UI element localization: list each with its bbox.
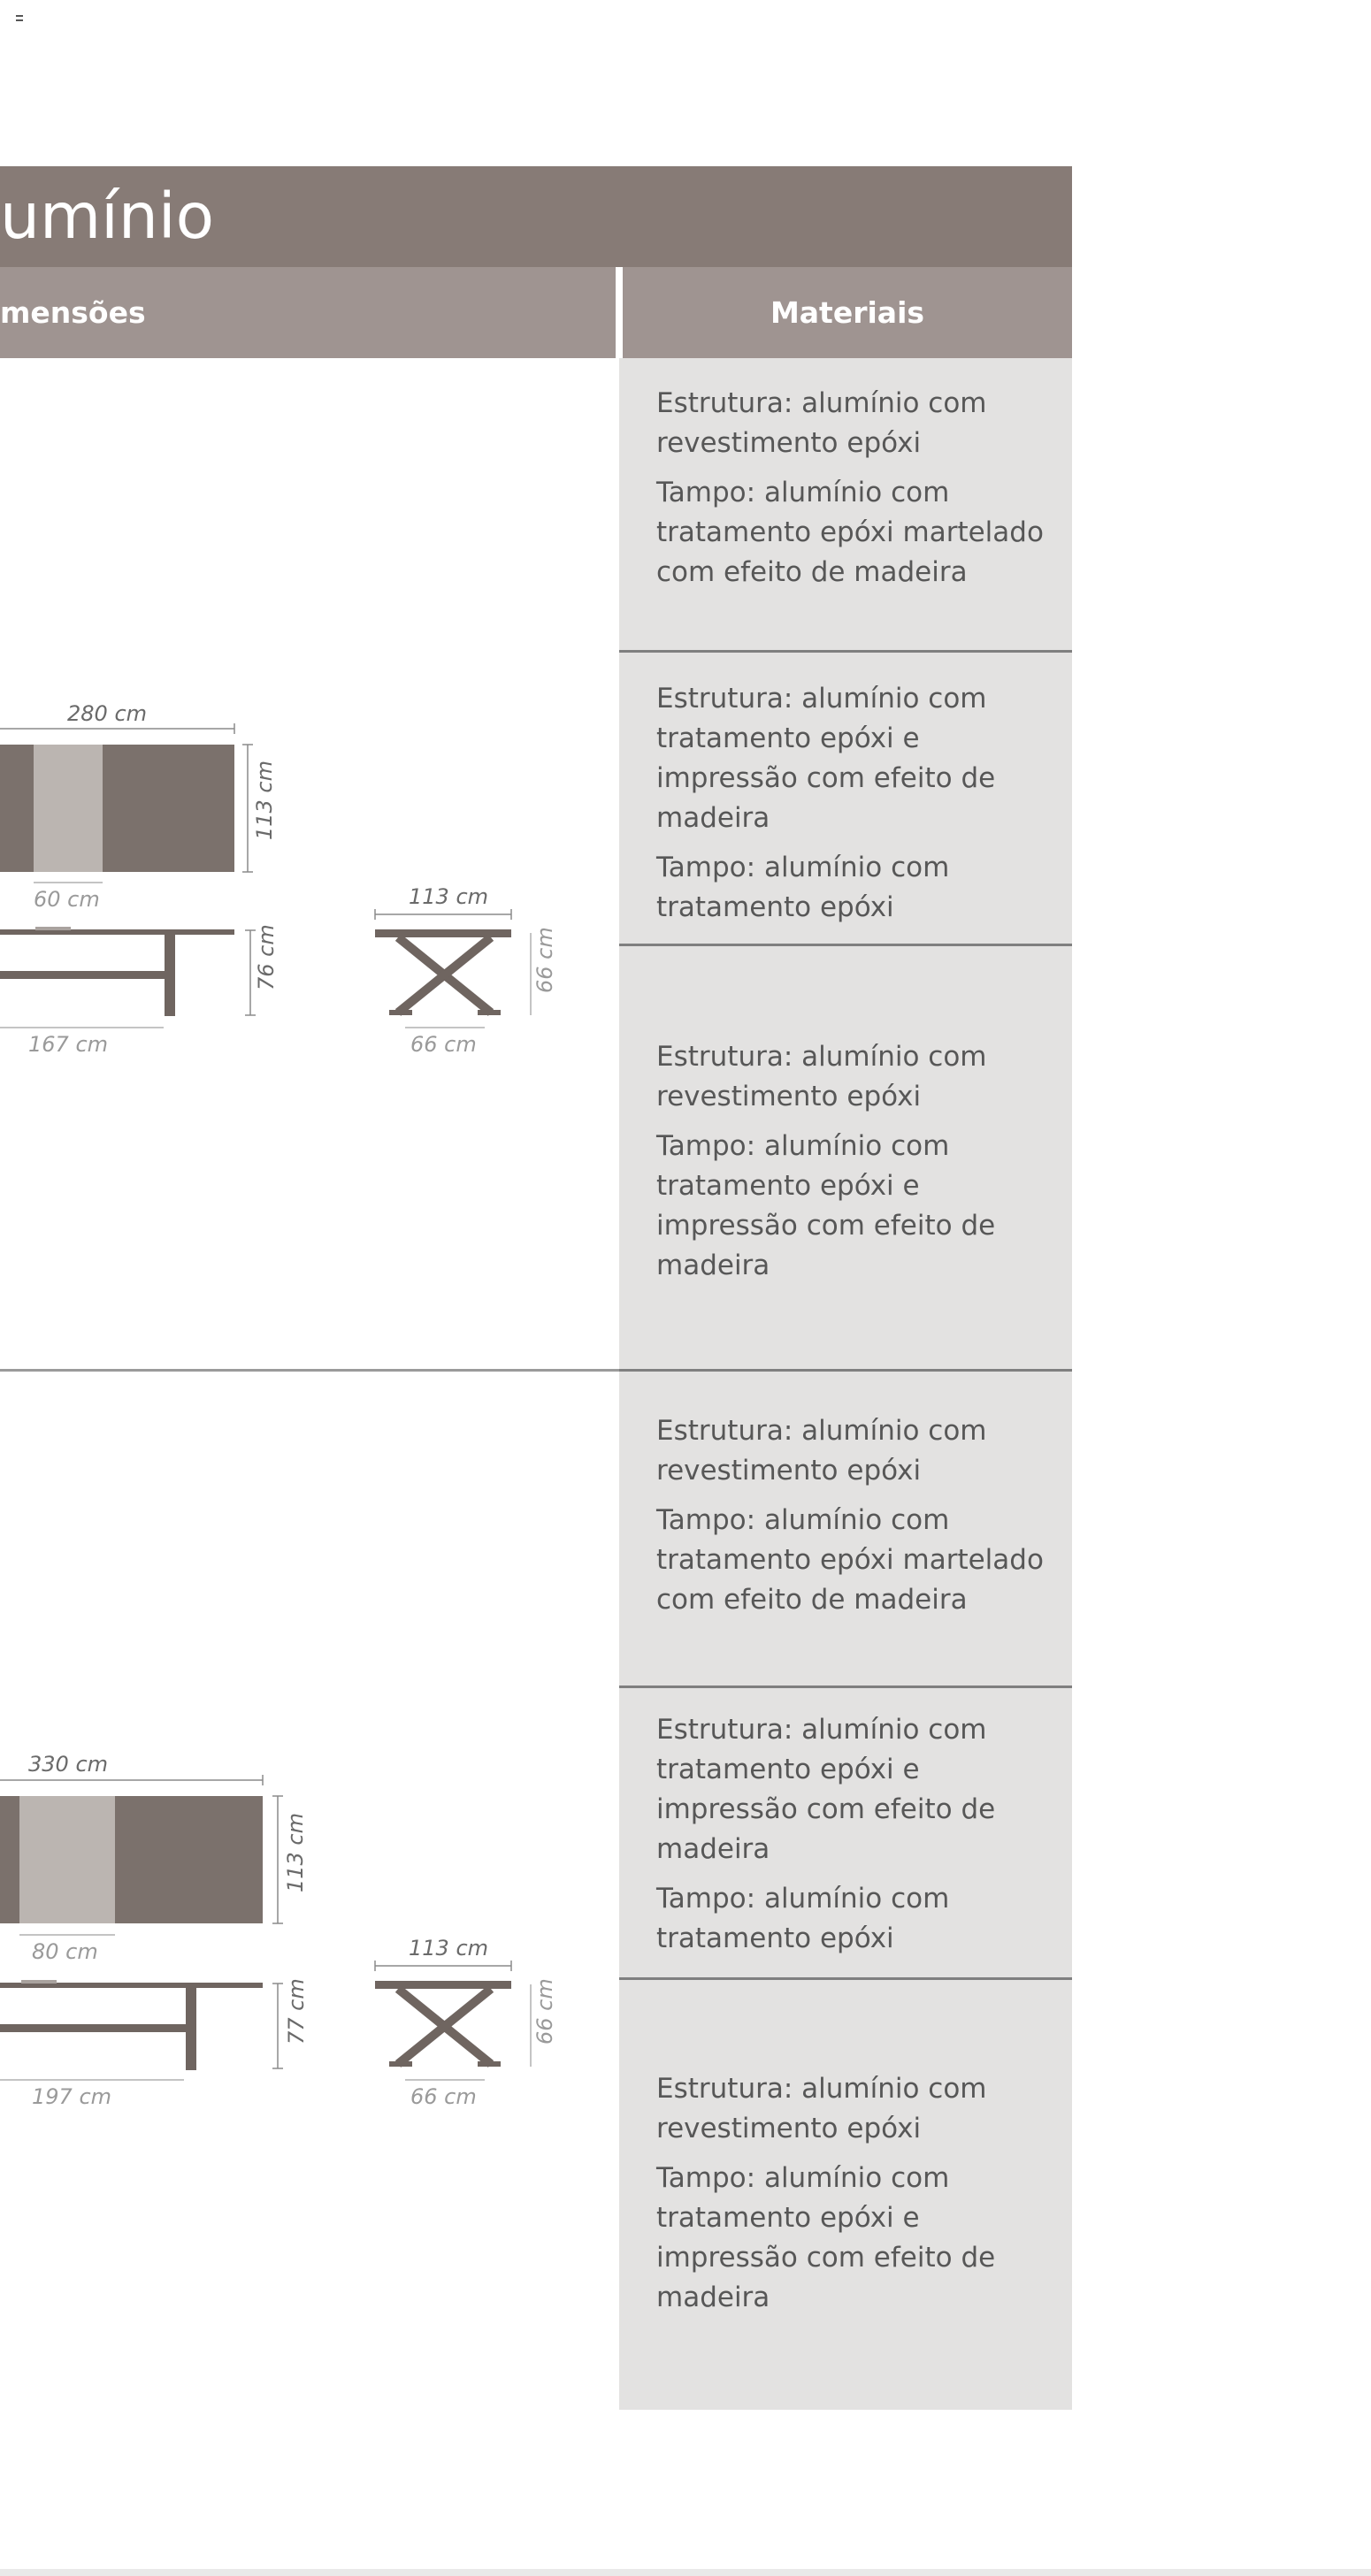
structure-text: Estrutura: alumínio com tratamento epóxi e impressão com efeito de madeira xyxy=(656,683,996,834)
materials-row xyxy=(619,946,1072,1369)
side-depth-label-2: 66 cm xyxy=(410,2084,477,2109)
top-text: Tampo: alumínio com tratamento epóxi e impressão com efeito de madeira xyxy=(656,1130,996,1281)
top-text: Tampo: alumínio com tratamento epóxi xyxy=(656,852,950,923)
materials-text xyxy=(656,384,1045,602)
table-drawing-group-1 xyxy=(0,701,557,1057)
menu-mark-icon xyxy=(16,15,23,21)
structure-text: Estrutura: alumínio com revestimento epóxi xyxy=(656,1041,987,1112)
materials-text xyxy=(656,679,1045,937)
page-bottom-edge xyxy=(0,2569,1371,2576)
side-depth-label-1: 66 cm xyxy=(410,1032,477,1057)
table-drawing-group-2 xyxy=(0,1752,557,2109)
table-top-left-2 xyxy=(0,1796,19,1923)
width-label-2: 113 cm xyxy=(283,1812,308,1892)
materials-header-label: Materiais xyxy=(770,295,925,330)
materials-row xyxy=(619,1688,1072,1977)
extension-label-1: 60 cm xyxy=(34,887,100,912)
materials-row xyxy=(619,653,1072,944)
side-height-label-1: 66 cm xyxy=(532,927,557,993)
length-label-2: 330 cm xyxy=(28,1752,109,1777)
materials-row xyxy=(619,1980,1072,2410)
materials-column xyxy=(619,358,1072,2410)
materials-header xyxy=(623,267,1072,358)
table-top-left-1 xyxy=(0,745,34,872)
table-extension-2 xyxy=(19,1796,115,1923)
leg-span-label-2: 197 cm xyxy=(32,2084,112,2109)
dimensions-header xyxy=(0,267,616,358)
section-title-bar xyxy=(0,166,1072,267)
materials-text xyxy=(656,1411,1045,1630)
materials-row xyxy=(619,358,1072,650)
side-height-label-2: 66 cm xyxy=(532,1978,557,2045)
top-text: Tampo: alumínio com tratamento epóxi martelado com efeito de madeira xyxy=(656,477,1044,588)
top-text: Tampo: alumínio com tratamento epóxi xyxy=(656,1883,950,1954)
leg-span-label-1: 167 cm xyxy=(28,1032,109,1057)
side-width-label-1: 113 cm xyxy=(409,884,489,909)
length-label-1: 280 cm xyxy=(67,701,148,726)
materials-text xyxy=(656,1037,1045,1296)
materials-text xyxy=(656,2069,1045,2328)
height-label-2: 77 cm xyxy=(284,1978,309,2045)
top-text: Tampo: alumínio com tratamento epóxi e impressão com efeito de madeira xyxy=(656,2162,996,2313)
materials-row xyxy=(619,1372,1072,1685)
group-divider xyxy=(0,1369,619,1372)
table-extension-1 xyxy=(34,745,103,872)
section-title: umínio xyxy=(0,180,215,253)
table-top-right-2 xyxy=(115,1796,263,1923)
materials-text xyxy=(656,1710,1045,1968)
table-top-right-1 xyxy=(103,745,234,872)
height-label-1: 76 cm xyxy=(254,924,279,990)
width-label-1: 113 cm xyxy=(252,760,277,840)
structure-text: Estrutura: alumínio com revestimento epóxi xyxy=(656,1415,987,1487)
dimensions-drawings xyxy=(0,358,619,2410)
structure-text: Estrutura: alumínio com revestimento epóxi xyxy=(656,2073,987,2144)
structure-text: Estrutura: alumínio com tratamento epóxi e impressão com efeito de madeira xyxy=(656,1714,996,1865)
dimensions-header-label: mensões xyxy=(0,295,146,330)
top-text: Tampo: alumínio com tratamento epóxi martelado com efeito de madeira xyxy=(656,1504,1044,1616)
header-separator xyxy=(616,267,623,358)
dimensions-column xyxy=(0,358,619,2410)
structure-text: Estrutura: alumínio com revestimento epóxi xyxy=(656,387,987,459)
side-width-label-2: 113 cm xyxy=(409,1936,489,1961)
extension-label-2: 80 cm xyxy=(32,1939,98,1964)
